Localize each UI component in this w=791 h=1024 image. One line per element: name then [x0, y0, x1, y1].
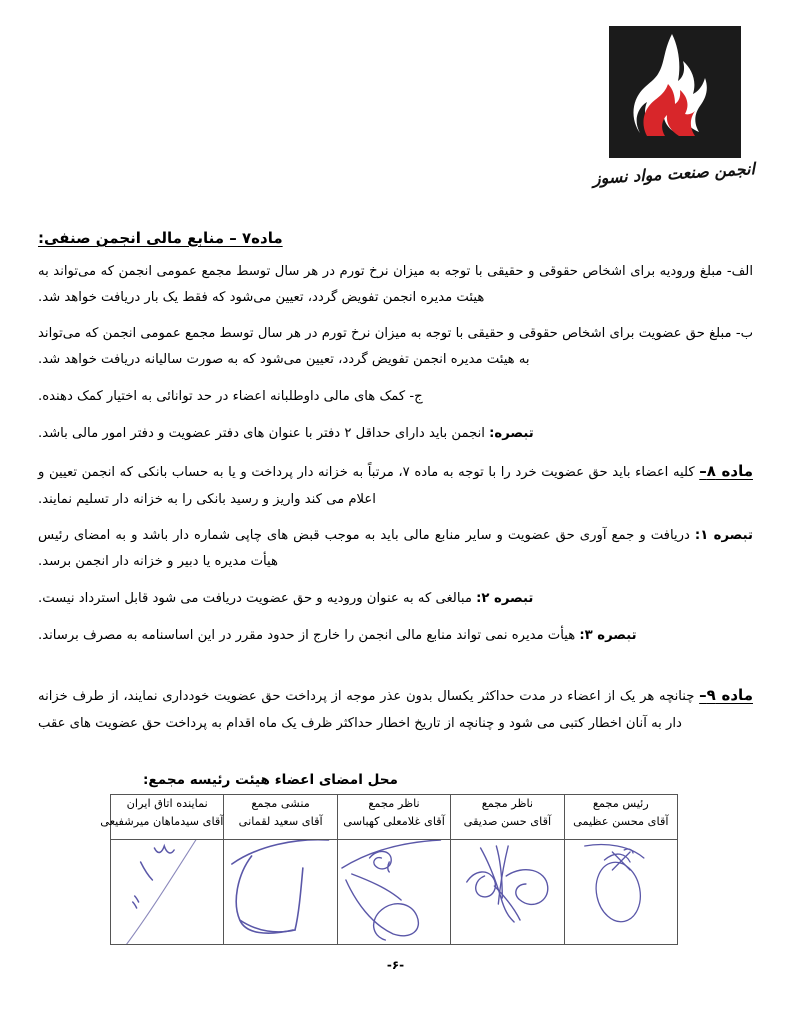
article7-heading: ماده۷ – منابع مالی انجمن صنفی:	[38, 229, 283, 247]
signature-cell-3	[337, 840, 450, 945]
signature-header-cell-3	[337, 795, 450, 840]
article8-body: کلیه اعضاء باید حق عضویت خرد را با توجه به ماده ۷، مرتباً به خزانه دار پرداخت و یا به حساب بانکی که انجمن تعیین و اعلام می کند واریز و رسید بانکی را به خزانه دار تسلیم نمایند.	[38, 465, 695, 507]
signature-cell-5	[111, 840, 224, 945]
article8-note3-text: هیأت مدیره نمی تواند منابع مالی انجمن را خارج از حدود مقرر در این اساسنامه به مصرف برساند.	[38, 627, 576, 643]
signature-saeed-loghmani-icon	[224, 840, 336, 944]
signatory-role: منشی مجمع	[251, 797, 310, 810]
signatory-role: رئیس مجمع	[592, 797, 649, 810]
article7-note-text: انجمن باید دارای حداقل ۲ دفتر با عنوان های دفتر عضویت و دفتر امور مالی باشد.	[38, 425, 485, 441]
article9-heading: ماده ۹–	[699, 686, 753, 705]
logo-caption: انجمن صنعت مواد نسوز	[592, 159, 756, 189]
signature-cell-4	[224, 840, 337, 945]
document-body	[38, 228, 753, 747]
flame-logo-icon	[609, 26, 741, 158]
signature-header-cell-1	[564, 795, 677, 840]
article7-clause-be: ب- مبلغ حق عضویت برای اشخاص حقوقی و حقیقی با توجه به میزان نرخ تورم در هر سال توسط مجمع عمومی انجمن که می‌تواند به هیئت مدیره انجمن تفویض گردد، تعیین می‌شود که به صورت سالیانه دریافت خواهد شد.	[38, 326, 753, 368]
signature-hasan-sedighi-icon	[451, 840, 563, 944]
association-logo	[592, 26, 756, 189]
signature-table	[100, 794, 678, 945]
article9-paragraph	[38, 681, 753, 736]
article7-note-label: تبصره:	[489, 425, 534, 441]
signature-header-cell-5	[100, 795, 224, 840]
article8-heading: ماده ۸–	[699, 462, 753, 481]
signatory-role: ناظر مجمع	[481, 797, 534, 810]
article8-note2	[38, 586, 753, 612]
signatory-name: آقای غلامعلی کهباسی	[343, 814, 445, 828]
article8-note3	[38, 623, 753, 649]
signature-section	[38, 772, 753, 945]
section-spacer	[38, 659, 753, 681]
signatory-name: آقای سیدماهان میرشفیعی	[100, 814, 224, 828]
article8-paragraph	[38, 457, 753, 512]
page-number: -۶-	[386, 958, 405, 972]
signatory-name: آقای سعید لقمانی	[238, 814, 323, 828]
article7-heading-row	[38, 228, 753, 247]
signatory-role: نماینده اتاق ایران	[126, 797, 208, 810]
article9-body: چنانچه هر یک از اعضاء در مدت حداکثر یکسال بدون عذر موجه از پرداخت حق عضویت خودداری نمایند، از طرف خزانه دار به آنان اخطار کتبی می شود و چنانچه از تاریخ اخطار حداکثر ظرف یک ماه اقدام به پرداخت حق عضویت های عقب	[38, 689, 695, 731]
table-row-signatures	[111, 840, 678, 945]
article8-note3-label: تبصره ۳:	[579, 627, 637, 643]
article7-clause-jim: ج- کمک های مالی داوطلبانه اعضاء در حد توانائی به اختیار کمک دهنده.	[38, 388, 423, 404]
signatory-name: آقای حسن صدیقی	[463, 814, 552, 828]
signature-header-cell-2	[451, 795, 564, 840]
article7-clause-alef: الف- مبلغ ورودیه برای اشخاص حقوقی و حقیقی با توجه به میزان نرخ تورم در هر سال توسط مجمع عمومی انجمن که می‌تواند به هیئت مدیره انجمن تفویض گردد، تعیین می‌شود که فقط یک بار دریافت خواهد شد.	[38, 264, 753, 305]
signature-cell-1	[564, 840, 677, 945]
article8-note1	[38, 523, 753, 574]
article7-note	[38, 421, 753, 447]
signature-header-cell-4	[224, 795, 337, 840]
signature-mahan-mirshafiei-icon	[111, 840, 223, 944]
signatory-name: آقای محسن عظیمی	[573, 814, 669, 828]
signature-section-title: محل امضای اعضاء هیئت رئیسه مجمع:	[143, 772, 398, 788]
signatory-role: ناظر مجمع	[368, 797, 420, 810]
article8-note1-label: تبصره ۱:	[694, 528, 753, 544]
article8-note2-label: تبصره ۲:	[476, 590, 534, 606]
signature-gholamali-kahbasi-icon	[338, 840, 450, 944]
signature-cell-2	[451, 840, 564, 945]
article8-note1-text: دریافت و جمع آوری حق عضویت و سایر منابع مالی باید به موجب قبض های چاپی شماره دار باشد و به امضای رئیس هیأت مدیره یا دبیر و خزانه دار انجمن برسد.	[38, 528, 690, 570]
article8-note2-text: مبالغی که به عنوان ورودیه و حق عضویت دریافت می شود قابل استرداد نیست.	[38, 590, 472, 606]
signature-mohsen-azimi-icon	[565, 840, 677, 944]
table-row-headers	[111, 795, 678, 840]
